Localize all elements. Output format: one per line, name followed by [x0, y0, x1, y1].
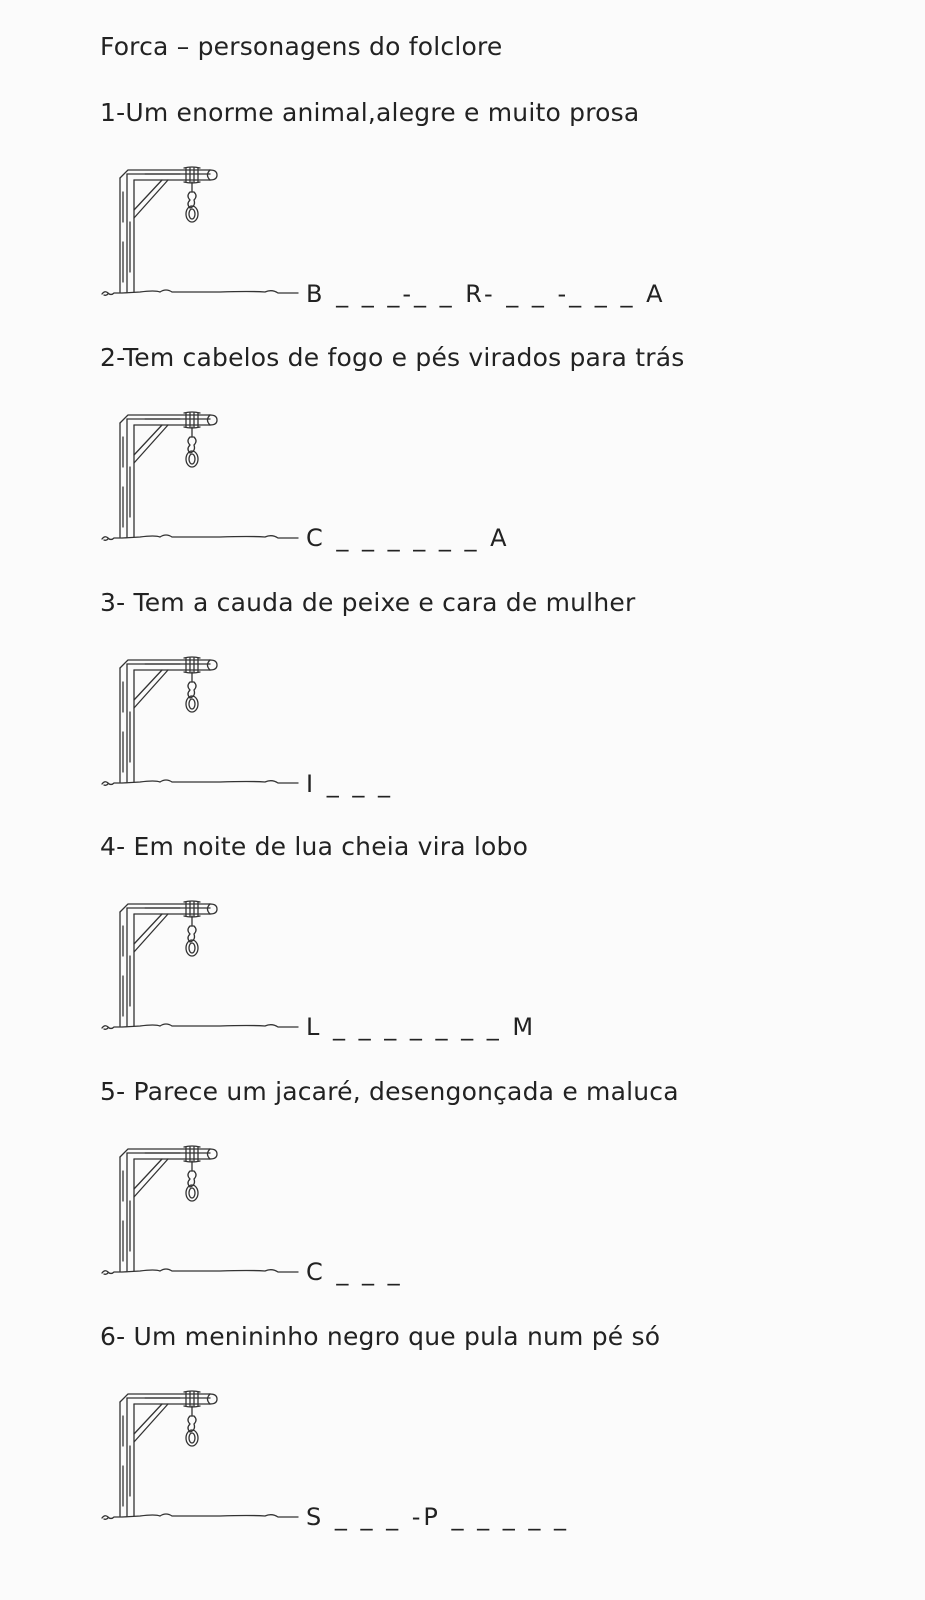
question-6-answer-blanks: S _ _ _ -P _ _ _ _ _ [306, 1503, 570, 1531]
gallows-drawing [100, 1386, 300, 1521]
gallows-drawing [100, 652, 300, 787]
question-2-text: 2-Tem cabelos de fogo e pés virados para trás [100, 343, 685, 372]
question-4-answer-blanks: L _ _ _ _ _ _ _ M [306, 1013, 537, 1041]
gallows-drawing [100, 896, 300, 1031]
question-5-text: 5- Parece um jacaré, desengonçada e maluca [100, 1077, 679, 1106]
question-4-text: 4- Em noite de lua cheia vira lobo [100, 832, 529, 861]
question-1-text: 1-Um enorme animal,alegre e muito prosa [100, 98, 640, 127]
question-3-answer-blanks: I _ _ _ [306, 770, 393, 798]
gallows-drawing [100, 1141, 300, 1276]
question-5-answer-blanks: C _ _ _ [306, 1258, 403, 1286]
question-3-text: 3- Tem a cauda de peixe e cara de mulher [100, 588, 636, 617]
gallows-drawing [100, 407, 300, 542]
question-2-answer-blanks: C _ _ _ _ _ _ A [306, 524, 510, 552]
question-1-answer-blanks: B _ _ _-_ _ R- _ _ -_ _ _ A [306, 280, 666, 308]
gallows-drawing [100, 162, 300, 297]
worksheet-title: Forca – personagens do folclore [100, 32, 503, 61]
question-6-text: 6- Um menininho negro que pula num pé só [100, 1322, 661, 1351]
